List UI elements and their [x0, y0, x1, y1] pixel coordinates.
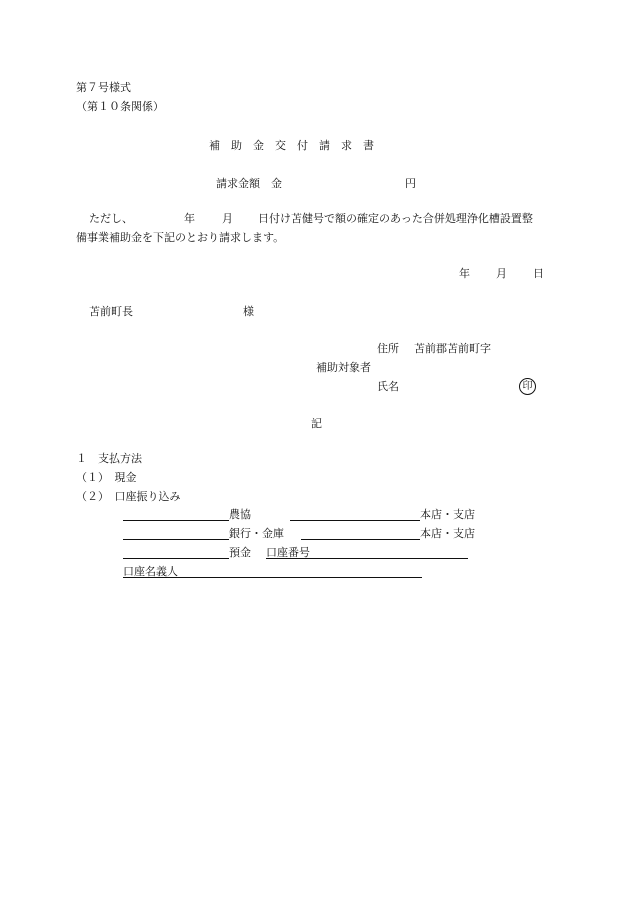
payment-option-transfer: （２） 口座振り込み — [76, 490, 181, 503]
address-label: 住所 — [377, 342, 399, 355]
deposit-type-blank — [123, 558, 229, 559]
body-prefix: ただし、 — [89, 212, 133, 225]
bank-branch-label: 本店・支店 — [420, 527, 475, 540]
bank-label: 銀行・金庫 — [229, 527, 284, 540]
document-title: 補 助 金 交 付 請 求 書 — [209, 139, 374, 152]
date-month: 月 — [496, 267, 507, 280]
form-number: 第７号様式 — [76, 81, 131, 94]
date-year: 年 — [459, 267, 470, 280]
account-holder-label: 口座名義人 — [123, 565, 178, 578]
address-value: 苫前郡苫前町字 — [414, 342, 491, 355]
nokyo-branch-blank — [290, 520, 420, 521]
article-reference: （第１０条関係） — [76, 100, 164, 113]
bank-branch-blank — [301, 539, 420, 540]
account-number-blank — [266, 558, 468, 559]
amount-unit: 円 — [405, 177, 416, 190]
account-number-label: 口座番号 — [266, 546, 310, 559]
name-label: 氏名 — [377, 380, 399, 393]
payment-option-cash: （１） 現金 — [76, 471, 137, 484]
ki-marker: 記 — [311, 417, 322, 430]
date-day: 日 — [533, 267, 544, 280]
nokyo-blank — [123, 520, 229, 521]
seal-mark: 印 — [519, 378, 536, 395]
account-holder-blank — [123, 577, 422, 578]
nokyo-branch-label: 本店・支店 — [420, 508, 475, 521]
addressee-name: 苫前町長 — [89, 305, 133, 318]
body-line-2: 備事業補助金を下記のとおり請求します。 — [76, 231, 285, 244]
bank-blank — [123, 539, 229, 540]
amount-label: 請求金額 金 — [216, 177, 282, 190]
applicant-role: 補助対象者 — [316, 361, 371, 374]
body-suffix: 日付け苫健号で額の確定のあった合併処理浄化槽設置整 — [258, 212, 533, 225]
nokyo-label: 農協 — [229, 508, 251, 521]
body-year: 年 — [184, 212, 195, 225]
deposit-label: 預金 — [229, 546, 251, 559]
addressee-honorific: 様 — [243, 305, 254, 318]
body-month: 月 — [222, 212, 233, 225]
payment-heading: １ 支払方法 — [76, 452, 142, 465]
